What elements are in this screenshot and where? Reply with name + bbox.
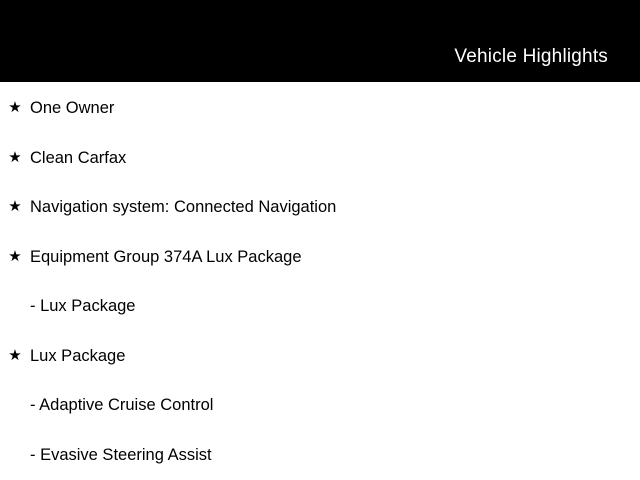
list-item [0,429,640,479]
list-item-label: - Evasive Steering Assist [30,445,212,464]
list-item-label: Equipment Group 374A Lux Package [30,247,302,266]
header-bar [0,0,640,82]
list-item [0,132,640,182]
list-item [0,379,640,429]
list-item-label: One Owner [30,99,115,117]
highlights-list [0,82,640,478]
list-item [0,181,640,231]
star-icon: ★ [8,198,22,215]
list-item [0,82,640,132]
list-item-label: Navigation system: Connected Navigation [30,198,337,216]
list-item-label: Clean Carfax [30,148,127,167]
list-item-label: Lux Package [30,346,126,365]
list-item [0,330,640,380]
list-item-label: - Lux Package [30,297,136,315]
star-icon: ★ [8,148,22,166]
list-item-label: - Adaptive Cruise Control [30,396,214,414]
list-item [0,231,640,281]
star-icon: ★ [8,247,22,265]
list-item [0,280,640,330]
page-title: Vehicle Highlights [454,46,608,67]
star-icon: ★ [8,99,22,116]
star-icon: ★ [8,346,22,364]
